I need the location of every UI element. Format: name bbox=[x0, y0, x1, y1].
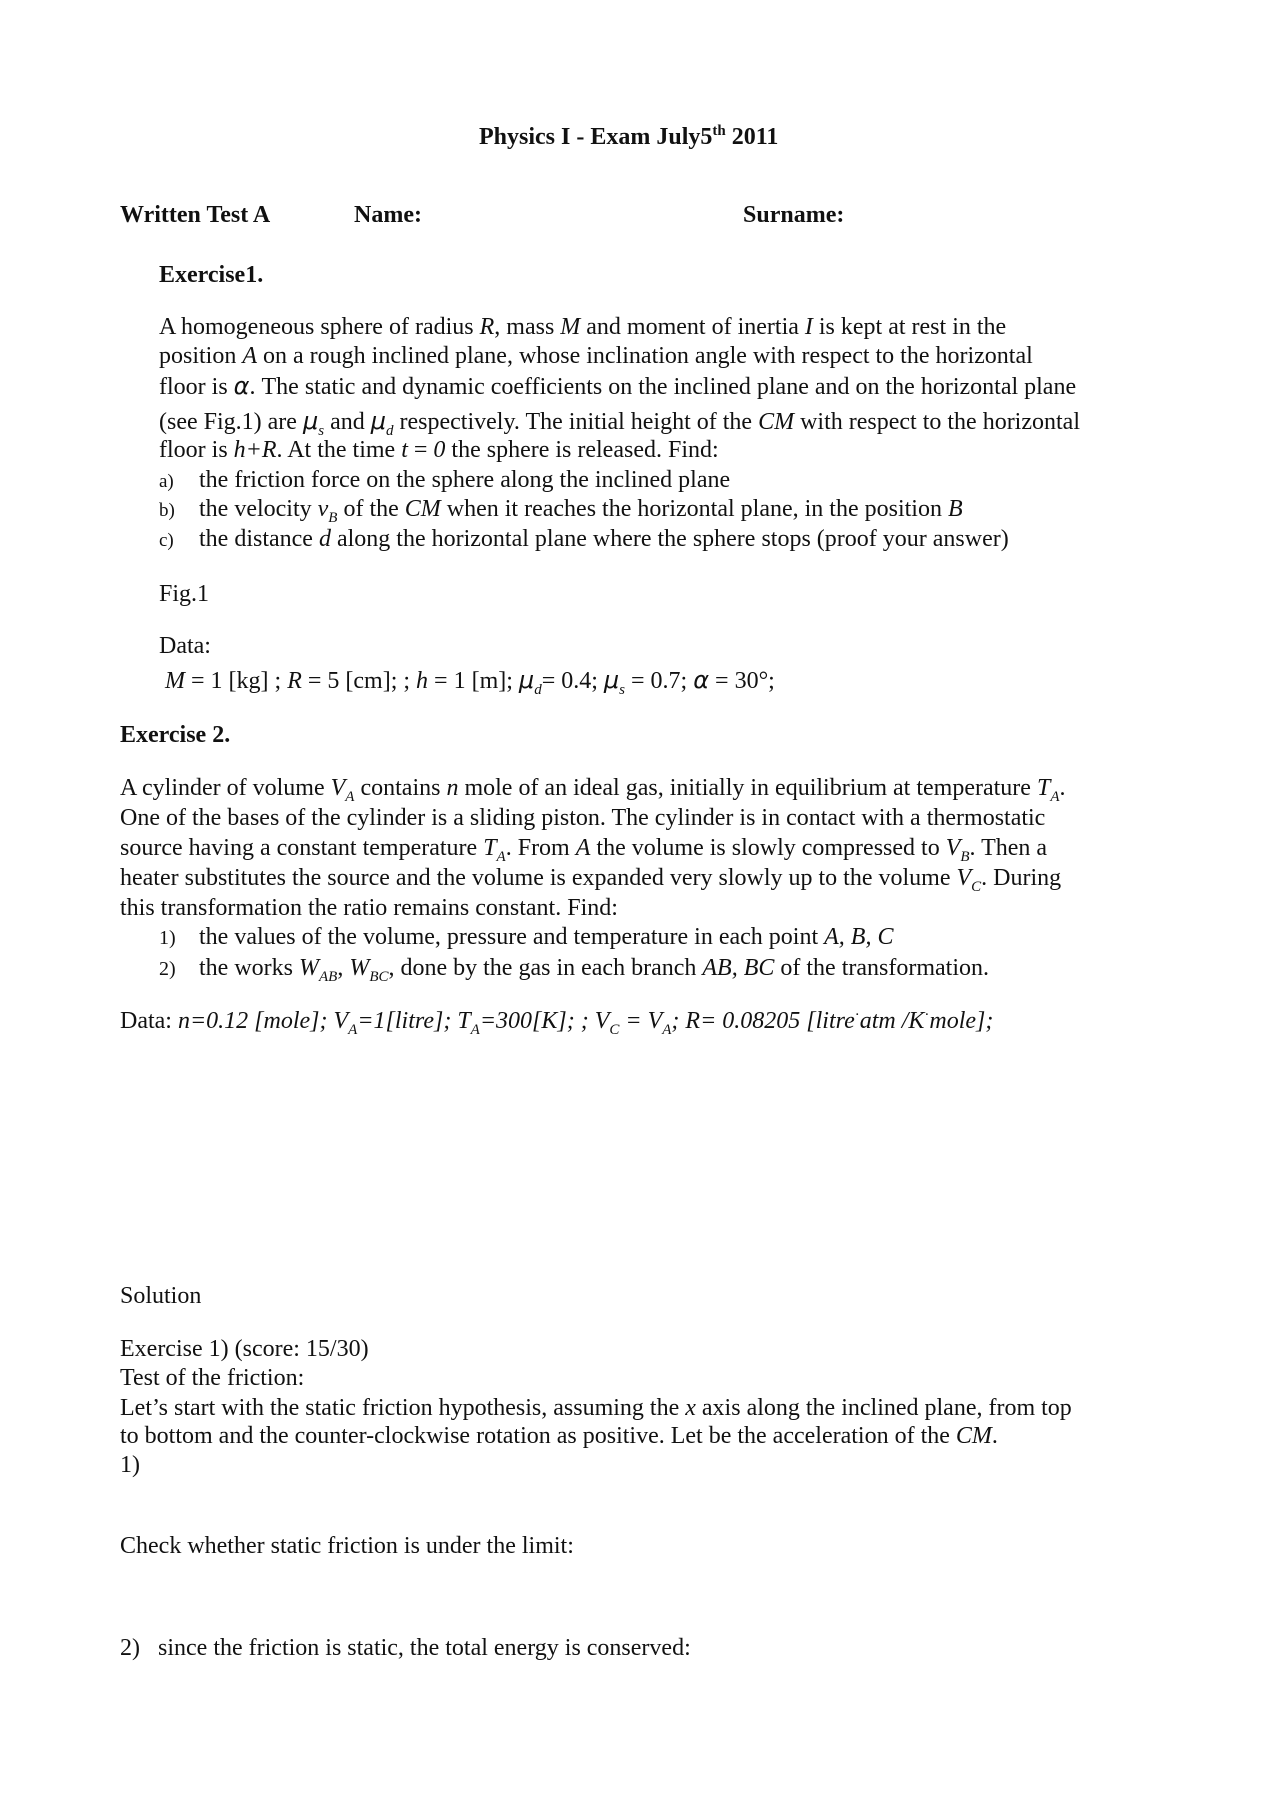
solution-line: Exercise 1) (score: 15/30) bbox=[120, 1336, 369, 1362]
exercise1-data: M = 1 [kg] ; R = 5 [cm]; ; h = 1 [m]; $\mu_d= 0.4$; $\mu_s = 0.7$; α = 30°; bbox=[165, 666, 775, 698]
exercise1-line: (see Fig.1) are $\mu_s$ and $\mu_d$ respectively. The initial height of the CM with respect to the horizontal bbox=[159, 407, 1080, 439]
list-item: a) the friction force on the sphere along the inclined plane bbox=[159, 467, 731, 493]
solution-heading: Solution bbox=[120, 1283, 202, 1309]
exercise2-line: heater substitutes the source and the volume is expanded very slowly up to the volume $V_C$. During bbox=[120, 865, 1062, 895]
written-test-label: Written Test A bbox=[120, 202, 271, 228]
data-label: Data: bbox=[159, 633, 211, 659]
surname-label: Surname: bbox=[743, 202, 845, 228]
exercise2-line: source having a constant temperature $T_A$. From A the volume is slowly compressed to $V_B$. Then a bbox=[120, 835, 1048, 865]
exercise1-line: A homogeneous sphere of radius R, mass M and moment of inertia I is kept at rest in the bbox=[159, 314, 1007, 340]
solution-line: Test of the friction: bbox=[120, 1365, 305, 1391]
page-title: Physics I - Exam July5th 2011 bbox=[479, 123, 779, 150]
list-item: 2) the works $W_{AB}$, $W_{BC}$, done by the gas in each branch AB, BC of the transformation. bbox=[159, 955, 989, 985]
solution-line: Let’s start with the static friction hypothesis, assuming the x axis along the inclined plane, from top bbox=[120, 1395, 1072, 1421]
exercise2-heading: Exercise 2. bbox=[120, 722, 231, 748]
exercise2-line: this transformation the ratio remains constant. Find: bbox=[120, 895, 618, 921]
solution-line: Check whether static friction is under the limit: bbox=[120, 1533, 574, 1559]
list-item: 1) the values of the volume, pressure and temperature in each point A, B, C bbox=[159, 924, 894, 950]
exercise2-data: Data: n=0.12 [mole]; $V_A=1[litre]$; $T_A=300[K]$; ; $V_C = V_A$; R= 0.08205 [litre·atm /K·mole]; bbox=[120, 1007, 994, 1038]
exercise1-line: position A on a rough inclined plane, whose inclination angle with respect to the horizontal bbox=[159, 343, 1033, 369]
exercise1-heading: Exercise1. bbox=[159, 262, 264, 288]
list-item: c) the distance d along the horizontal plane where the sphere stops (proof your answer) bbox=[159, 526, 1009, 552]
solution-line: 2) since the friction is static, the total energy is conserved: bbox=[120, 1635, 691, 1661]
name-label: Name: bbox=[354, 202, 422, 228]
exercise2-line: A cylinder of volume $V_A$ contains n mole of an ideal gas, initially in equilibrium at temperature $T_A$. bbox=[120, 775, 1066, 805]
figure-label: Fig.1 bbox=[159, 581, 210, 607]
exercise1-line: floor is α. The static and dynamic coefficients on the inclined plane and on the horizontal plane bbox=[159, 372, 1077, 400]
solution-line: to bottom and the counter-clockwise rotation as positive. Let be the acceleration of the CM. bbox=[120, 1423, 998, 1449]
solution-item-number: 1) bbox=[120, 1452, 140, 1478]
exercise1-line: floor is h+R. At the time t = 0 the sphere is released. Find: bbox=[159, 437, 719, 463]
exercise2-line: One of the bases of the cylinder is a sliding piston. The cylinder is in contact with a thermostatic bbox=[120, 805, 1046, 831]
list-item: b) the velocity $v_B$ of the CM when it reaches the horizontal plane, in the position B bbox=[159, 496, 963, 526]
